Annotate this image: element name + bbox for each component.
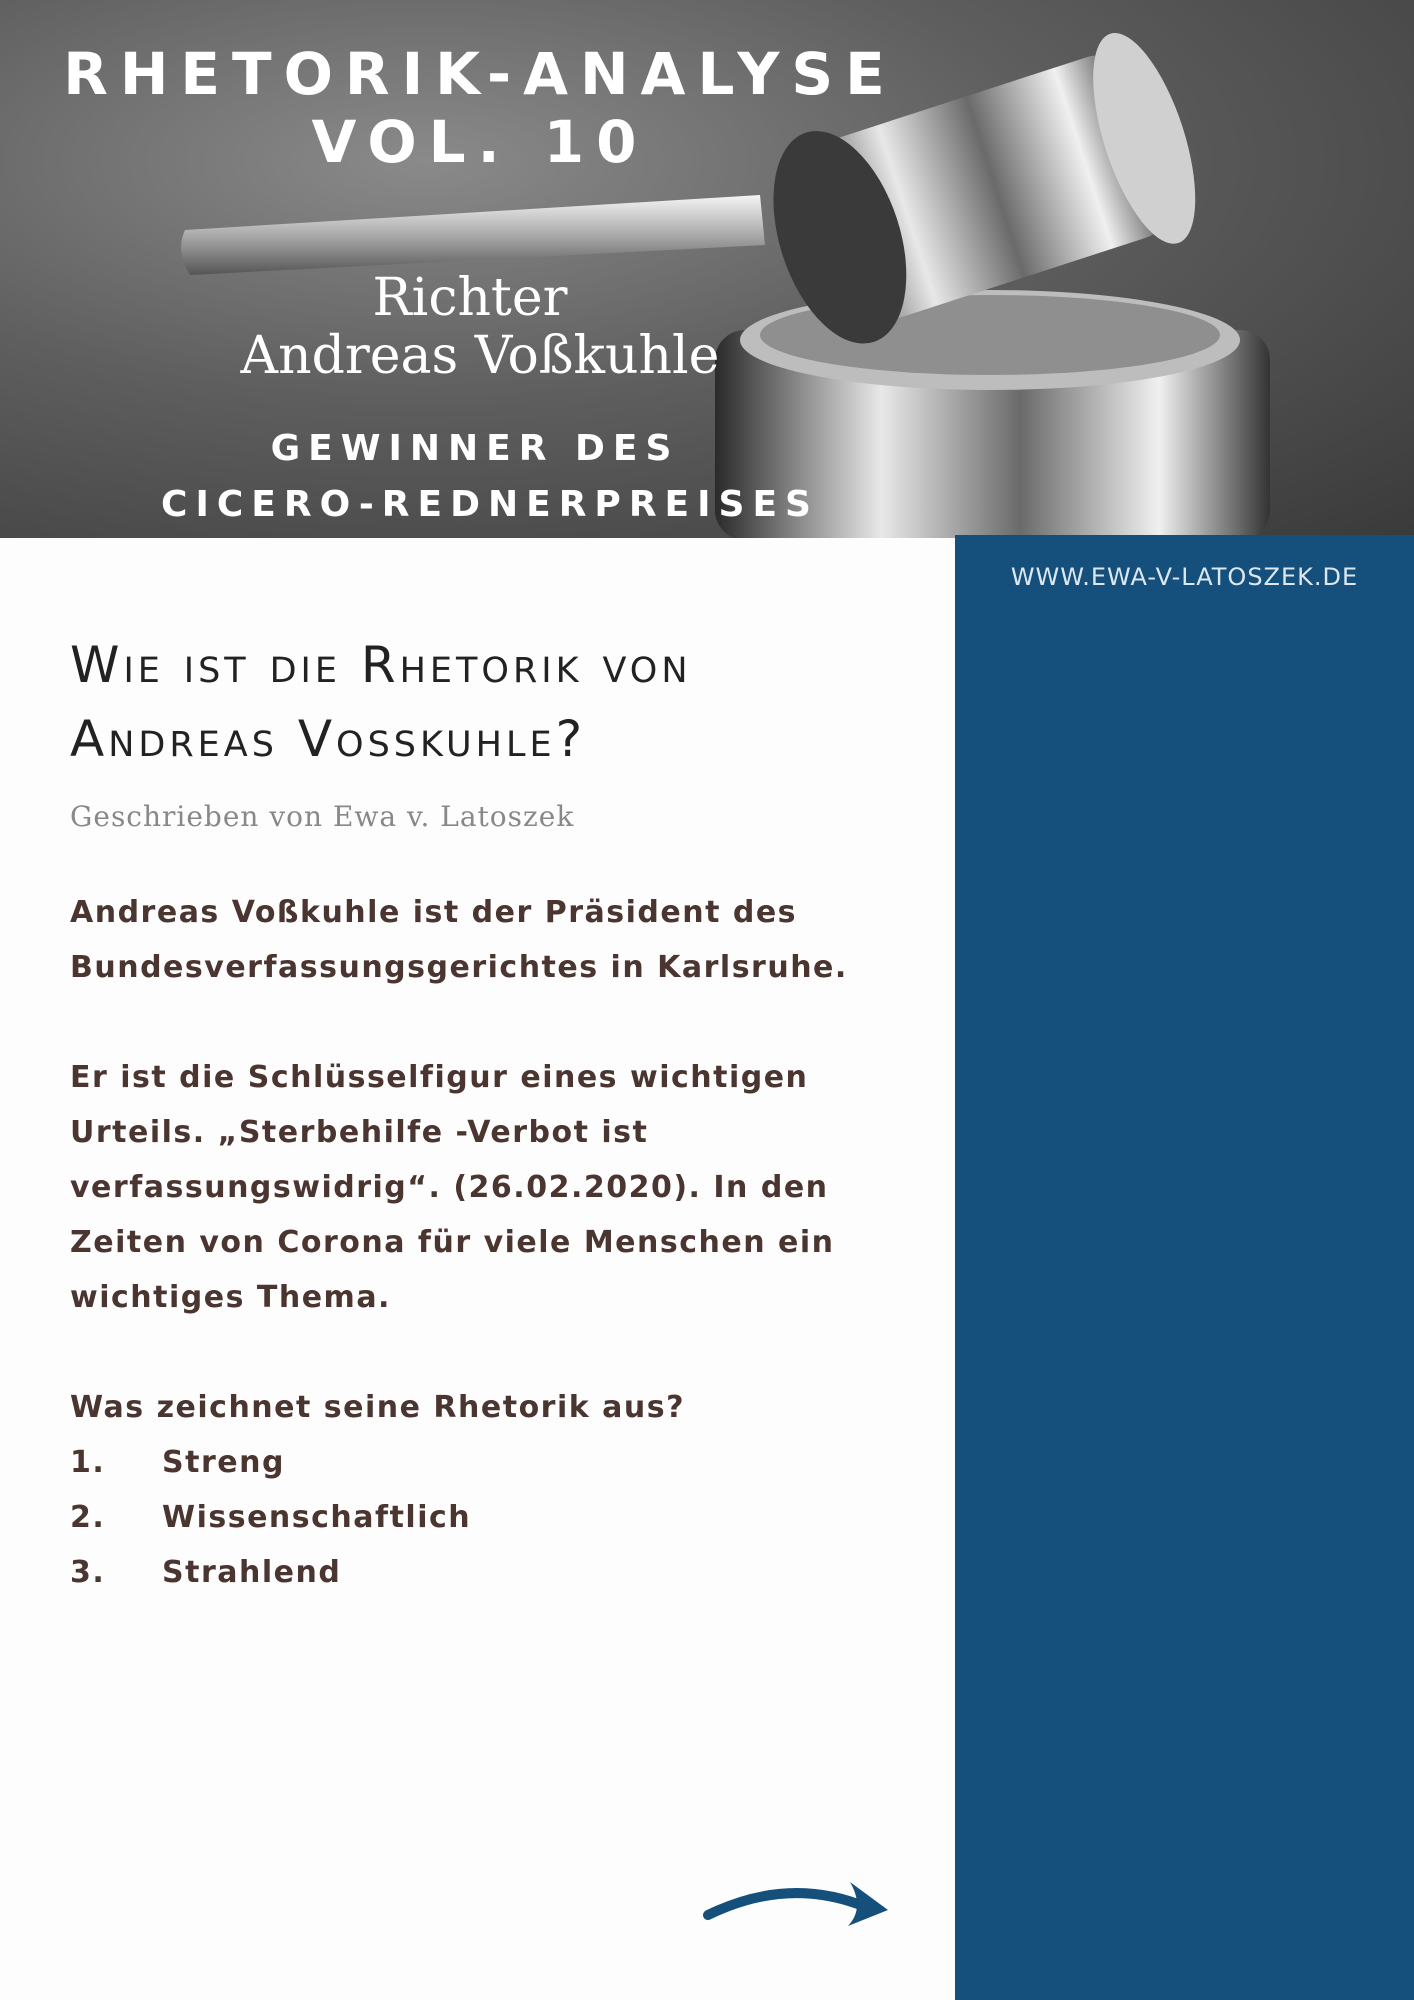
article-body <box>70 885 890 1600</box>
paragraph-intro: Andreas Voßkuhle ist der Präsident des Bundesverfassungsgerichtes in Karlsruhe. <box>70 895 848 985</box>
volume-label: VOL. 10 <box>311 108 649 176</box>
subtitle-name: Andreas Voßkuhle <box>240 326 720 386</box>
title-line-1: Wie ist die Rhetorik von <box>70 636 692 694</box>
list-text: Streng <box>162 1445 285 1480</box>
traits-list <box>70 1435 890 1600</box>
header-banner <box>0 0 1414 538</box>
paragraph-verdict: Er ist die Schlüsselfigur eines wichtigen Urteils. „Sterbehilfe -Verbot ist verfassungswidrig“. (26.02.2020). In den Zeiten von Corona für viele Menschen ein wichtiges Thema. <box>70 1060 835 1315</box>
subtitle-role: Richter <box>372 268 568 328</box>
series-title: RHETORIK-ANALYSE <box>63 40 897 108</box>
list-item <box>70 1545 890 1600</box>
byline: Geschrieben von Ewa v. Latoszek <box>70 800 575 833</box>
article-title <box>70 628 930 776</box>
list-number: 1. <box>70 1445 106 1480</box>
list-number: 3. <box>70 1555 106 1590</box>
list-text: Strahlend <box>162 1555 342 1590</box>
list-item <box>70 1435 890 1490</box>
award-line-2: CICERO-REDNERPREISES <box>161 484 819 525</box>
question: Was zeichnet seine Rhetorik aus? <box>70 1390 686 1425</box>
sidebar-panel <box>955 535 1414 2000</box>
list-item <box>70 1490 890 1545</box>
website-link[interactable]: WWW.EWA-V-LATOSZEK.DE <box>1010 563 1359 591</box>
list-number: 2. <box>70 1500 106 1535</box>
award-line-1: GEWINNER DES <box>270 428 680 469</box>
title-line-2: Andreas Vosskuhle? <box>70 710 587 768</box>
arrow-right-icon[interactable] <box>700 1870 900 1940</box>
list-text: Wissenschaftlich <box>162 1500 472 1535</box>
